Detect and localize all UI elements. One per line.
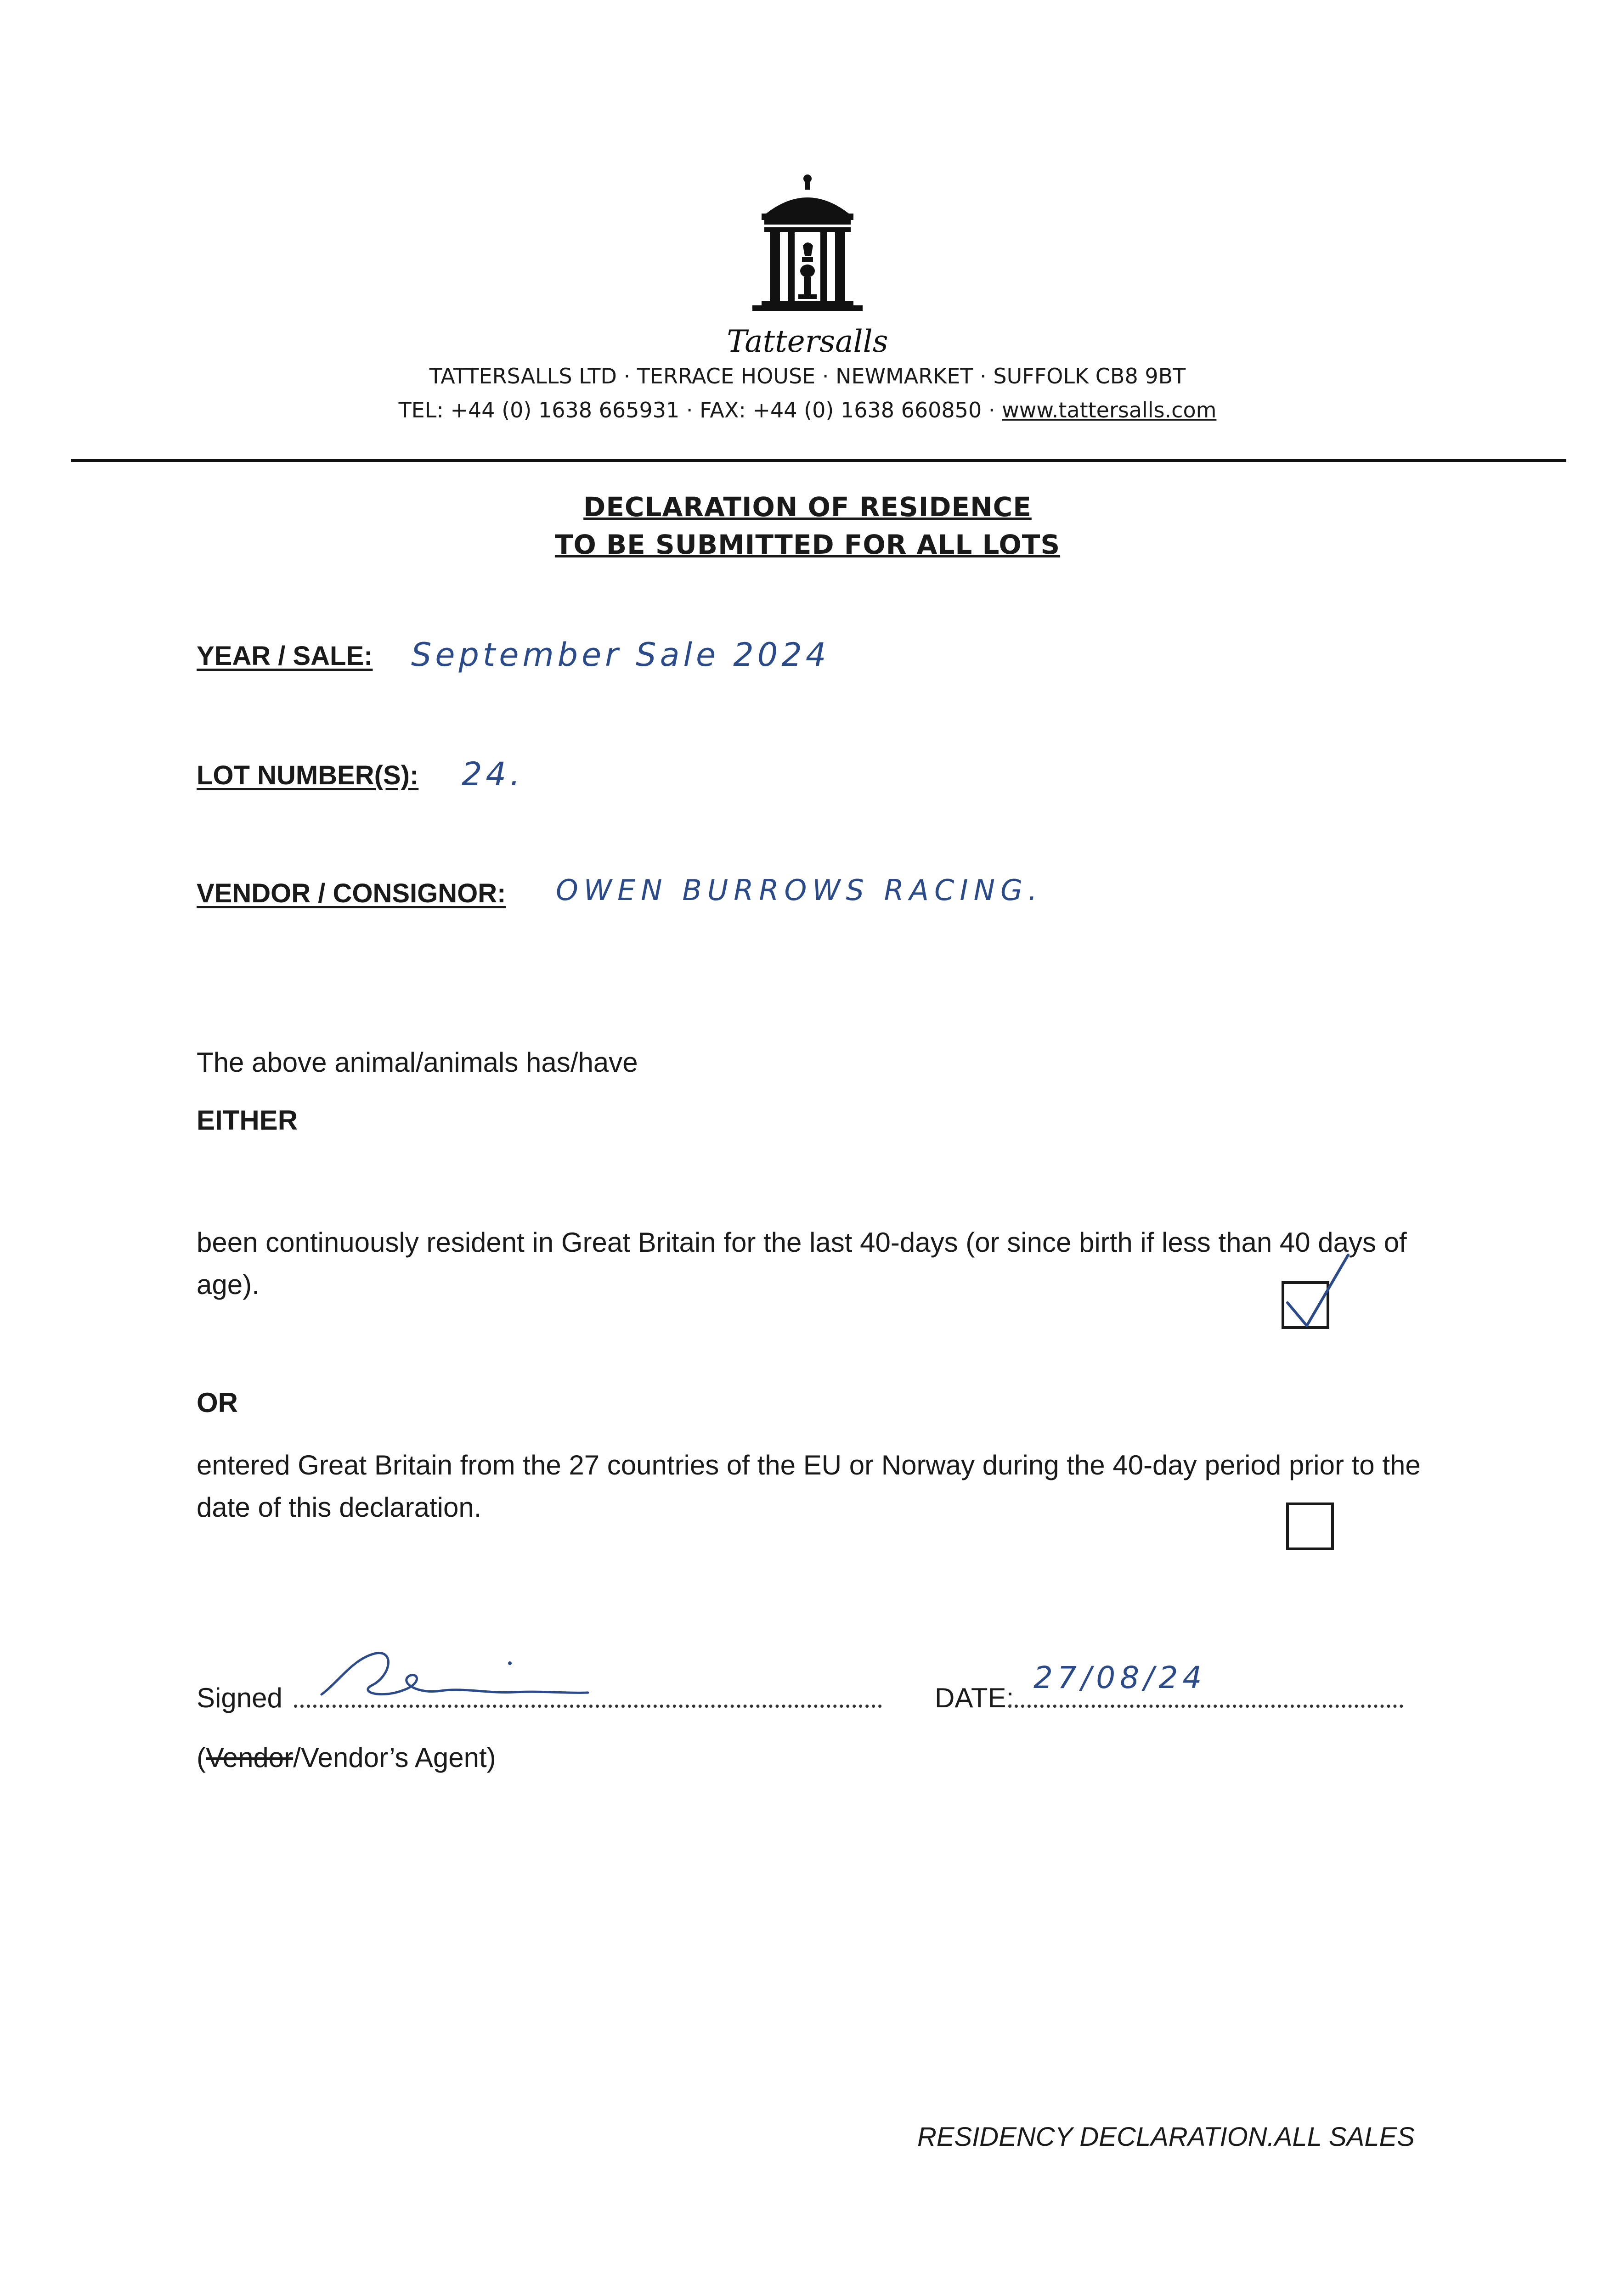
company-name: Tattersalls [727,324,888,359]
vendor-consignor-value: OWEN BURROWS RACING. [556,873,1043,907]
option-entered-checkbox[interactable] [1286,1503,1334,1550]
footer-reference: RESIDENCY DECLARATION.ALL SALES [917,2122,1415,2152]
role-open-paren: ( [197,1742,206,1773]
website-link[interactable]: www.tattersalls.com [1002,398,1217,422]
vendor-agent-option: /Vendor’s Agent) [293,1742,496,1773]
checkmark-icon [1275,1251,1353,1332]
date-label: DATE: [935,1683,1014,1713]
declaration-intro: The above animal/animals has/have [197,1047,638,1078]
handwritten-signature [312,1639,597,1708]
lot-number-value: 24. [462,755,524,793]
contact-line [0,398,1615,422]
date-line[interactable] [1008,1705,1403,1708]
document-title: DECLARATION OF RESIDENCE [583,491,1032,523]
company-address: TATTERSALLS LTD · TERRACE HOUSE · NEWMARKET · SUFFOLK CB8 9BT [429,364,1186,388]
date-value: 27/08/24 [1033,1660,1207,1695]
either-heading: EITHER [197,1105,298,1136]
vendor-consignor-label: VENDOR / CONSIGNOR: [197,878,506,908]
document-subtitle: TO BE SUBMITTED FOR ALL LOTS [554,529,1061,560]
header-divider [71,459,1566,462]
or-heading: OR [197,1387,238,1418]
signed-label: Signed [197,1683,282,1713]
year-sale-value: September Sale 2024 [411,636,830,674]
rotunda-logo-icon [734,172,881,324]
year-sale-label: YEAR / SALE: [197,641,373,671]
option-entered-text: entered Great Britain from the 27 countries of the EU or Norway during the 40-day period prior to the date of this declaration. [197,1450,1421,1523]
struck-vendor-option: Vendor [205,1742,294,1773]
signatory-role [197,1737,496,1779]
contact-numbers: TEL: +44 (0) 1638 665931 · FAX: +44 (0) 1638 660850 · [398,398,1002,422]
lot-number-label: LOT NUMBER(S): [197,760,419,790]
option-resident-text: been continuously resident in Great Britain for the last 40-days (or since birth if less than 40 days of age). [197,1227,1407,1300]
